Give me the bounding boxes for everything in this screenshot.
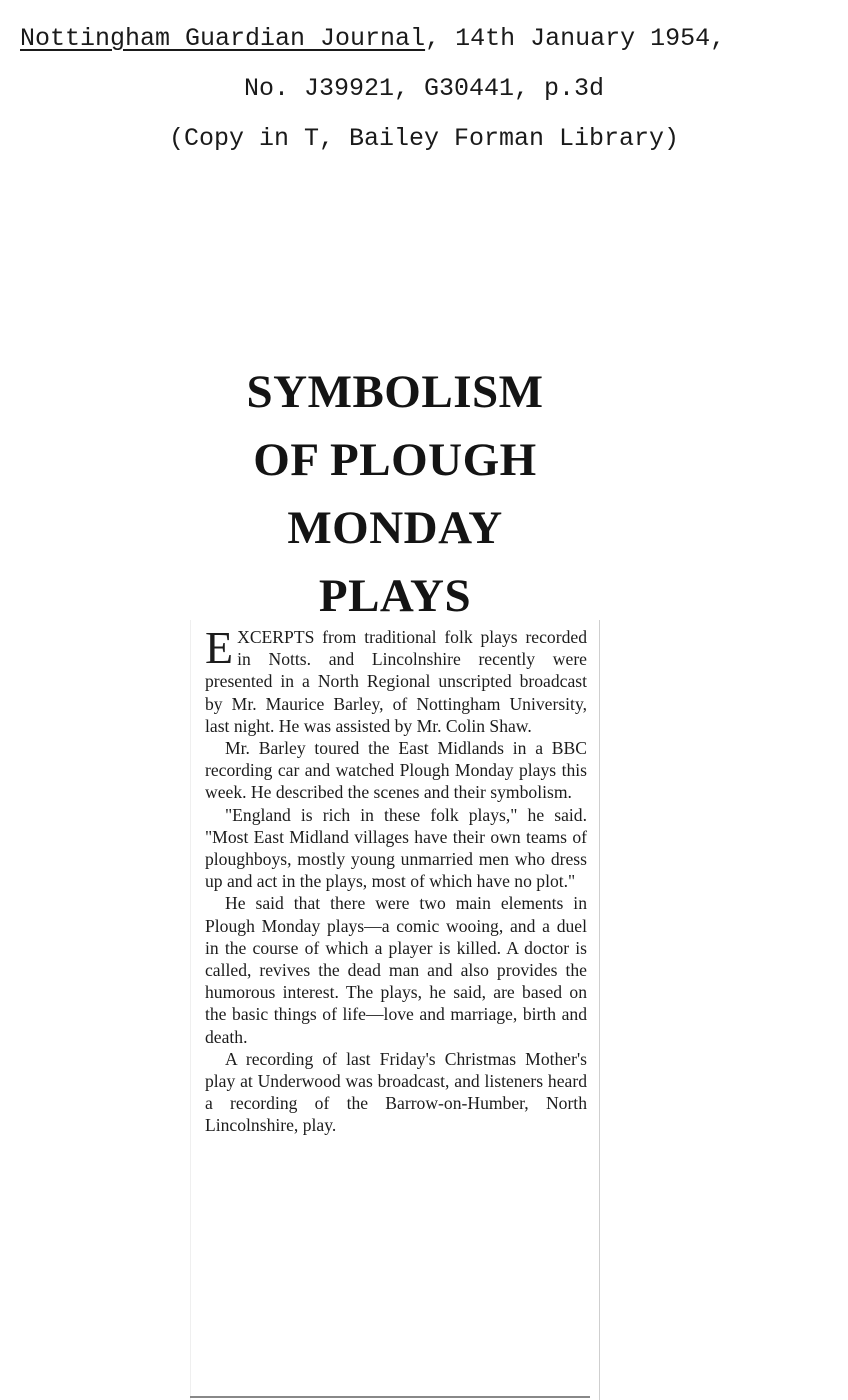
article-paragraph: A recording of last Friday's Christmas Mother's play at Underwood was broadcast, and listeners heard a recording of the Barrow-on-Humber, North Lincolnshire, play. xyxy=(205,1048,587,1136)
publication-date: , 14th January 1954, xyxy=(425,24,726,53)
article-headline xyxy=(190,358,600,630)
newspaper-title: Nottingham Guardian Journal xyxy=(20,24,426,53)
headline-line: MONDAY xyxy=(287,502,503,554)
article-paragraph: Mr. Barley toured the East Midlands in a BBC recording car and watched Plough Monday plays this week. He described the scenes and their symbolism. xyxy=(205,738,587,803)
newspaper-clipping xyxy=(190,350,600,1400)
drop-cap: E xyxy=(205,622,234,673)
headline-line: OF PLOUGH xyxy=(253,434,537,486)
article-paragraph: "England is rich in these folk plays," he said. "Most East Midland villages have their own teams of ploughboys, mostly young unmarried men who dress up and act in the plays, most of which have no plot." xyxy=(205,804,587,892)
document-header xyxy=(0,14,848,164)
article-body xyxy=(205,622,587,1137)
citation-line xyxy=(0,14,848,64)
article-paragraph: He said that there were two main elements in Plough Monday plays—a comic wooing, and a duel in the course of which a player is killed. A doctor is called, revives the dead man and also provides the humorous interest. The plays, he said, are based on the basic things of life—love and marriage, birth and death. xyxy=(205,893,587,1047)
headline-line: SYMBOLISM xyxy=(246,366,544,418)
column-rule xyxy=(190,1396,590,1398)
reference-number: No. J39921, G30441, p.3d xyxy=(243,74,605,103)
headline-line: PLAYS xyxy=(318,570,472,622)
article-paragraph: EXCERPTS from traditional folk plays recorded in Notts. and Lincolnshire recently were presented in a North Regional unscripted broadcast by Mr. Maurice Barley, of Nottingham University, last night. He was assisted by Mr. Colin Shaw. xyxy=(205,622,587,736)
copy-note: (Copy in T, Bailey Forman Library) xyxy=(168,124,680,153)
